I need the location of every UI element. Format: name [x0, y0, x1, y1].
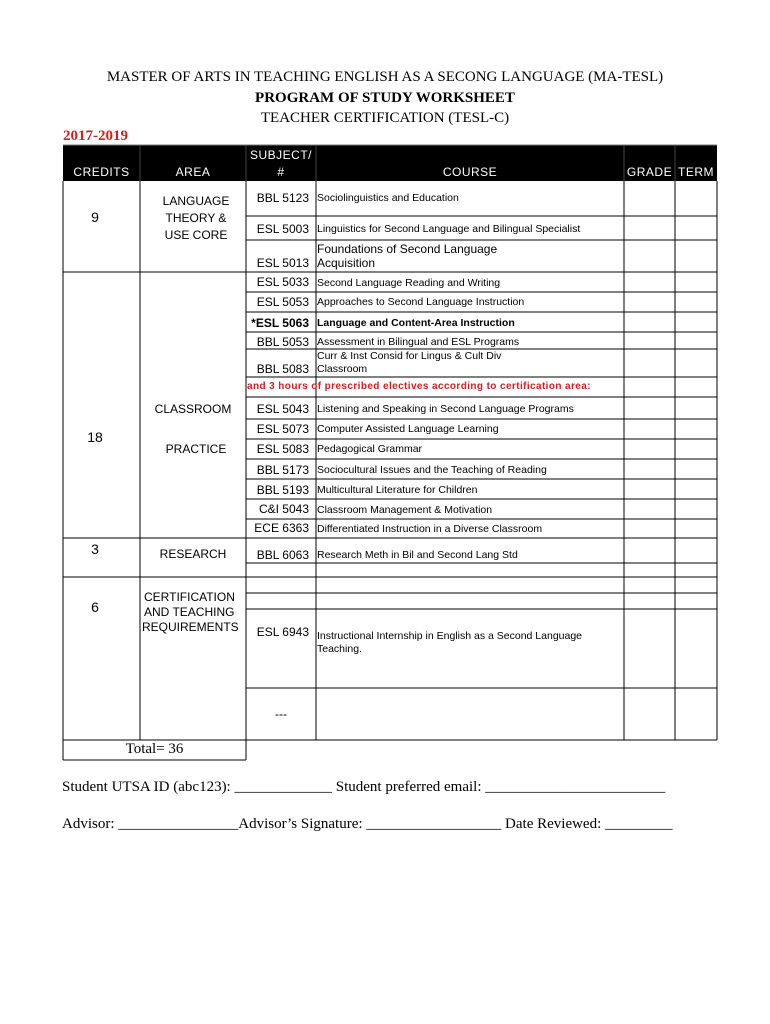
course-code: ESL 5083 [256, 442, 309, 456]
column-header-number: # [277, 165, 285, 179]
course-code: ESL 5003 [256, 222, 309, 236]
area-research: RESEARCH [159, 547, 227, 561]
column-header-area: AREA [175, 165, 211, 179]
electives-note: and 3 hours of prescribed electives according to certification area: [247, 381, 591, 392]
course-title: Sociolinguistics and Education [317, 192, 459, 204]
column-header-course: COURSE [442, 165, 498, 179]
area-practice: PRACTICE [165, 442, 227, 456]
credits-language-core: 9 [91, 209, 99, 225]
area-language-core: LANGUAGE THEORY & USE CORE [162, 194, 230, 242]
course-code: ESL 5033 [256, 275, 309, 289]
area-certification: CERTIFICATION AND TEACHING REQUIREMENTS [142, 590, 239, 634]
column-header-term: TERM [678, 165, 714, 179]
course-code: ESL 5013 [256, 256, 309, 270]
course-code: BBL 5193 [256, 483, 309, 497]
course-title: Second Language Reading and Writing [317, 277, 501, 289]
course-title: Foundations of Second Language Acquisition [317, 242, 498, 270]
course-code: ESL 5043 [256, 402, 309, 416]
course-title: Listening and Speaking in Second Language Programs [317, 403, 574, 415]
advisor-signature-line: Advisor: ________________Advisor’s Signature: __________________ Date Reviewed: _________ [62, 816, 673, 832]
worksheet-title: PROGRAM OF STUDY WORKSHEET [255, 90, 515, 106]
course-code: BBL 5083 [256, 362, 309, 376]
credits-classroom-practice: 18 [87, 429, 103, 445]
course-code: C&I 5043 [258, 502, 309, 516]
course-code: --- [275, 707, 287, 721]
program-title: MASTER OF ARTS IN TEACHING ENGLISH AS A SECONG LANGUAGE (MA-TESL) [106, 69, 664, 85]
certification-title: TEACHER CERTIFICATION (TESL-C) [260, 110, 510, 126]
course-title: Multicultural Literature for Children [317, 484, 478, 496]
column-header-grade: GRADE [626, 165, 673, 179]
student-info-line: Student UTSA ID (abc123): _____________ Student preferred email: ________________________ [62, 779, 666, 795]
total-credits: Total= 36 [125, 741, 184, 757]
course-code: BBL 5173 [256, 463, 309, 477]
area-classroom: CLASSROOM [154, 402, 232, 416]
credits-research: 3 [91, 541, 99, 557]
course-title: Instructional Internship in English as a Second Language Teaching. [317, 630, 583, 655]
course-title: Pedagogical Grammar [317, 443, 423, 455]
course-code: *ESL 5063 [251, 316, 309, 330]
course-code: ECE 6363 [254, 521, 309, 535]
course-title: Assessment in Bilingual and ESL Programs [317, 336, 520, 348]
course-code: ESL 6943 [256, 625, 309, 639]
course-title: Approaches to Second Language Instruction [317, 296, 525, 308]
course-code: BBL 5123 [256, 191, 309, 205]
course-title: Language and Content-Area Instruction [317, 317, 515, 329]
course-code: ESL 5073 [256, 422, 309, 436]
credits-certification: 6 [91, 599, 99, 615]
course-title: Research Meth in Bil and Second Lang Std [317, 549, 518, 561]
column-header-credits: CREDITS [73, 165, 130, 179]
course-code: BBL 6063 [256, 548, 309, 562]
course-title: Classroom Management & Motivation [317, 504, 493, 516]
course-title: Curr & Inst Consid for Lingus & Cult Div Classroom [317, 350, 502, 375]
column-header-subject: SUBJECT/ [249, 148, 312, 162]
catalog-years: 2017-2019 [63, 128, 128, 144]
course-title: Computer Assisted Language Learning [317, 423, 499, 435]
course-title: Differentiated Instruction in a Diverse Classroom [317, 523, 543, 535]
course-title: Sociocultural Issues and the Teaching of Reading [317, 464, 547, 476]
course-title: Linguistics for Second Language and Bilingual Specialist [317, 223, 581, 235]
course-code: ESL 5053 [256, 295, 309, 309]
course-code: BBL 5053 [256, 335, 309, 349]
